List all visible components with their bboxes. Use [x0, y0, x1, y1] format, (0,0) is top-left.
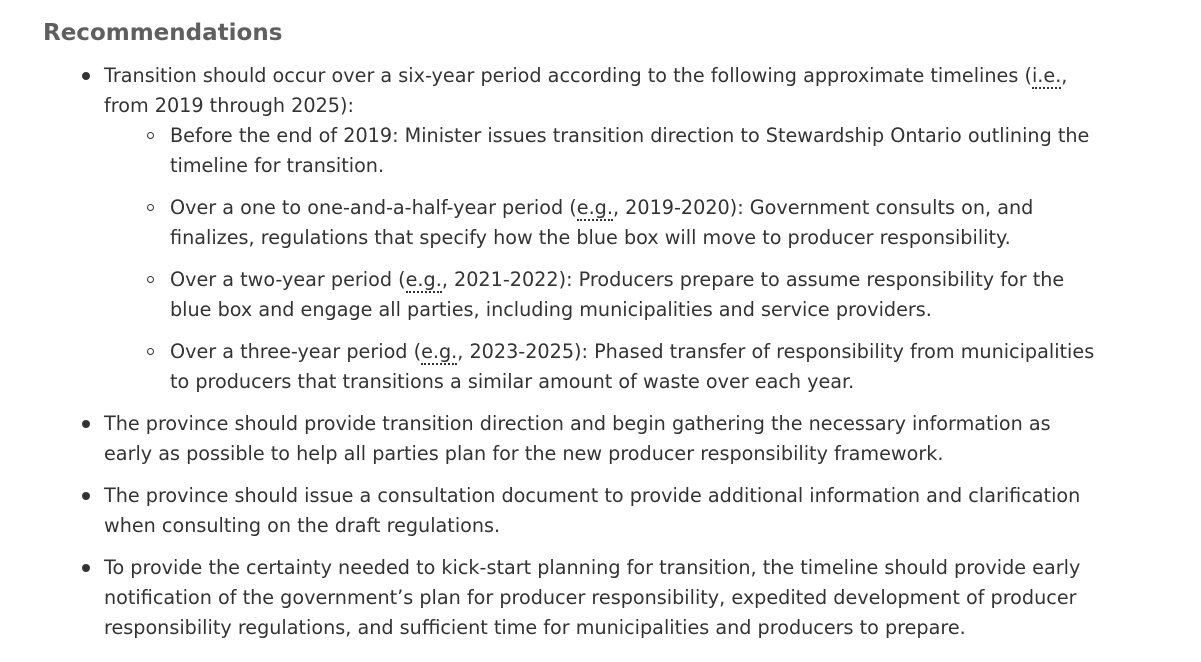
sublist-item: [170, 337, 1104, 397]
recommendations-list: [104, 61, 1104, 655]
list-item-transition-direction: [104, 409, 1104, 469]
sublist-item-text: Over a two-year period (: [170, 268, 406, 291]
sublist-item-text: , 2023-2025): Phased transfer of responsibility from municipalities to producers that transitions a similar amount of waste over each year.: [170, 340, 1095, 393]
timeline-sublist: [170, 121, 1104, 397]
list-item-text: The province should issue a consultation document to provide additional information and clarification when consulting on the draft regulations.: [104, 484, 1081, 537]
sublist-item: [170, 193, 1104, 253]
list-item-text: , from 2019 through 2025):: [104, 64, 1068, 117]
abbreviation[interactable]: e.g.: [421, 340, 458, 363]
list-item-transition-period: [104, 61, 1104, 397]
abbreviation[interactable]: e.g.: [405, 268, 442, 291]
sublist-item-text: Before the end of 2019: Minister issues transition direction to Stewardship Ontario outlining the timeline for transition.: [170, 124, 1090, 177]
abbreviation[interactable]: i.e.: [1031, 64, 1062, 87]
sublist-item-text: Over a three-year period (: [170, 340, 422, 363]
section-heading: Recommendations: [43, 20, 283, 46]
sublist-item: [170, 265, 1104, 325]
list-item-text: The province should provide transition direction and begin gathering the necessary information as early as possible to help all parties plan for the new producer responsibility framework.: [104, 412, 1051, 465]
list-item-text: To provide the certainty needed to kick-start planning for transition, the timeline should provide early notification of the government’s plan for producer responsibility, expedited development of producer responsibility regulations, and sufficient time for municipalities and producers to prepare.: [104, 556, 1081, 639]
sublist-item: [170, 121, 1104, 181]
abbreviation[interactable]: e.g.: [576, 196, 613, 219]
sublist-item-text: , 2019-2020): Government consults on, and finalizes, regulations that specify how the blue box will move to producer responsibility.: [170, 196, 1034, 249]
list-item-text: Transition should occur over a six-year period according to the following approximate timelines (: [104, 64, 1032, 87]
list-item-consultation-document: [104, 481, 1104, 541]
list-item-certainty-timeline: [104, 553, 1104, 643]
sublist-item-text: , 2021-2022): Producers prepare to assume responsibility for the blue box and engage all parties, including municipalities and service providers.: [170, 268, 1065, 321]
sublist-item-text: Over a one to one-and-a-half-year period (: [170, 196, 577, 219]
